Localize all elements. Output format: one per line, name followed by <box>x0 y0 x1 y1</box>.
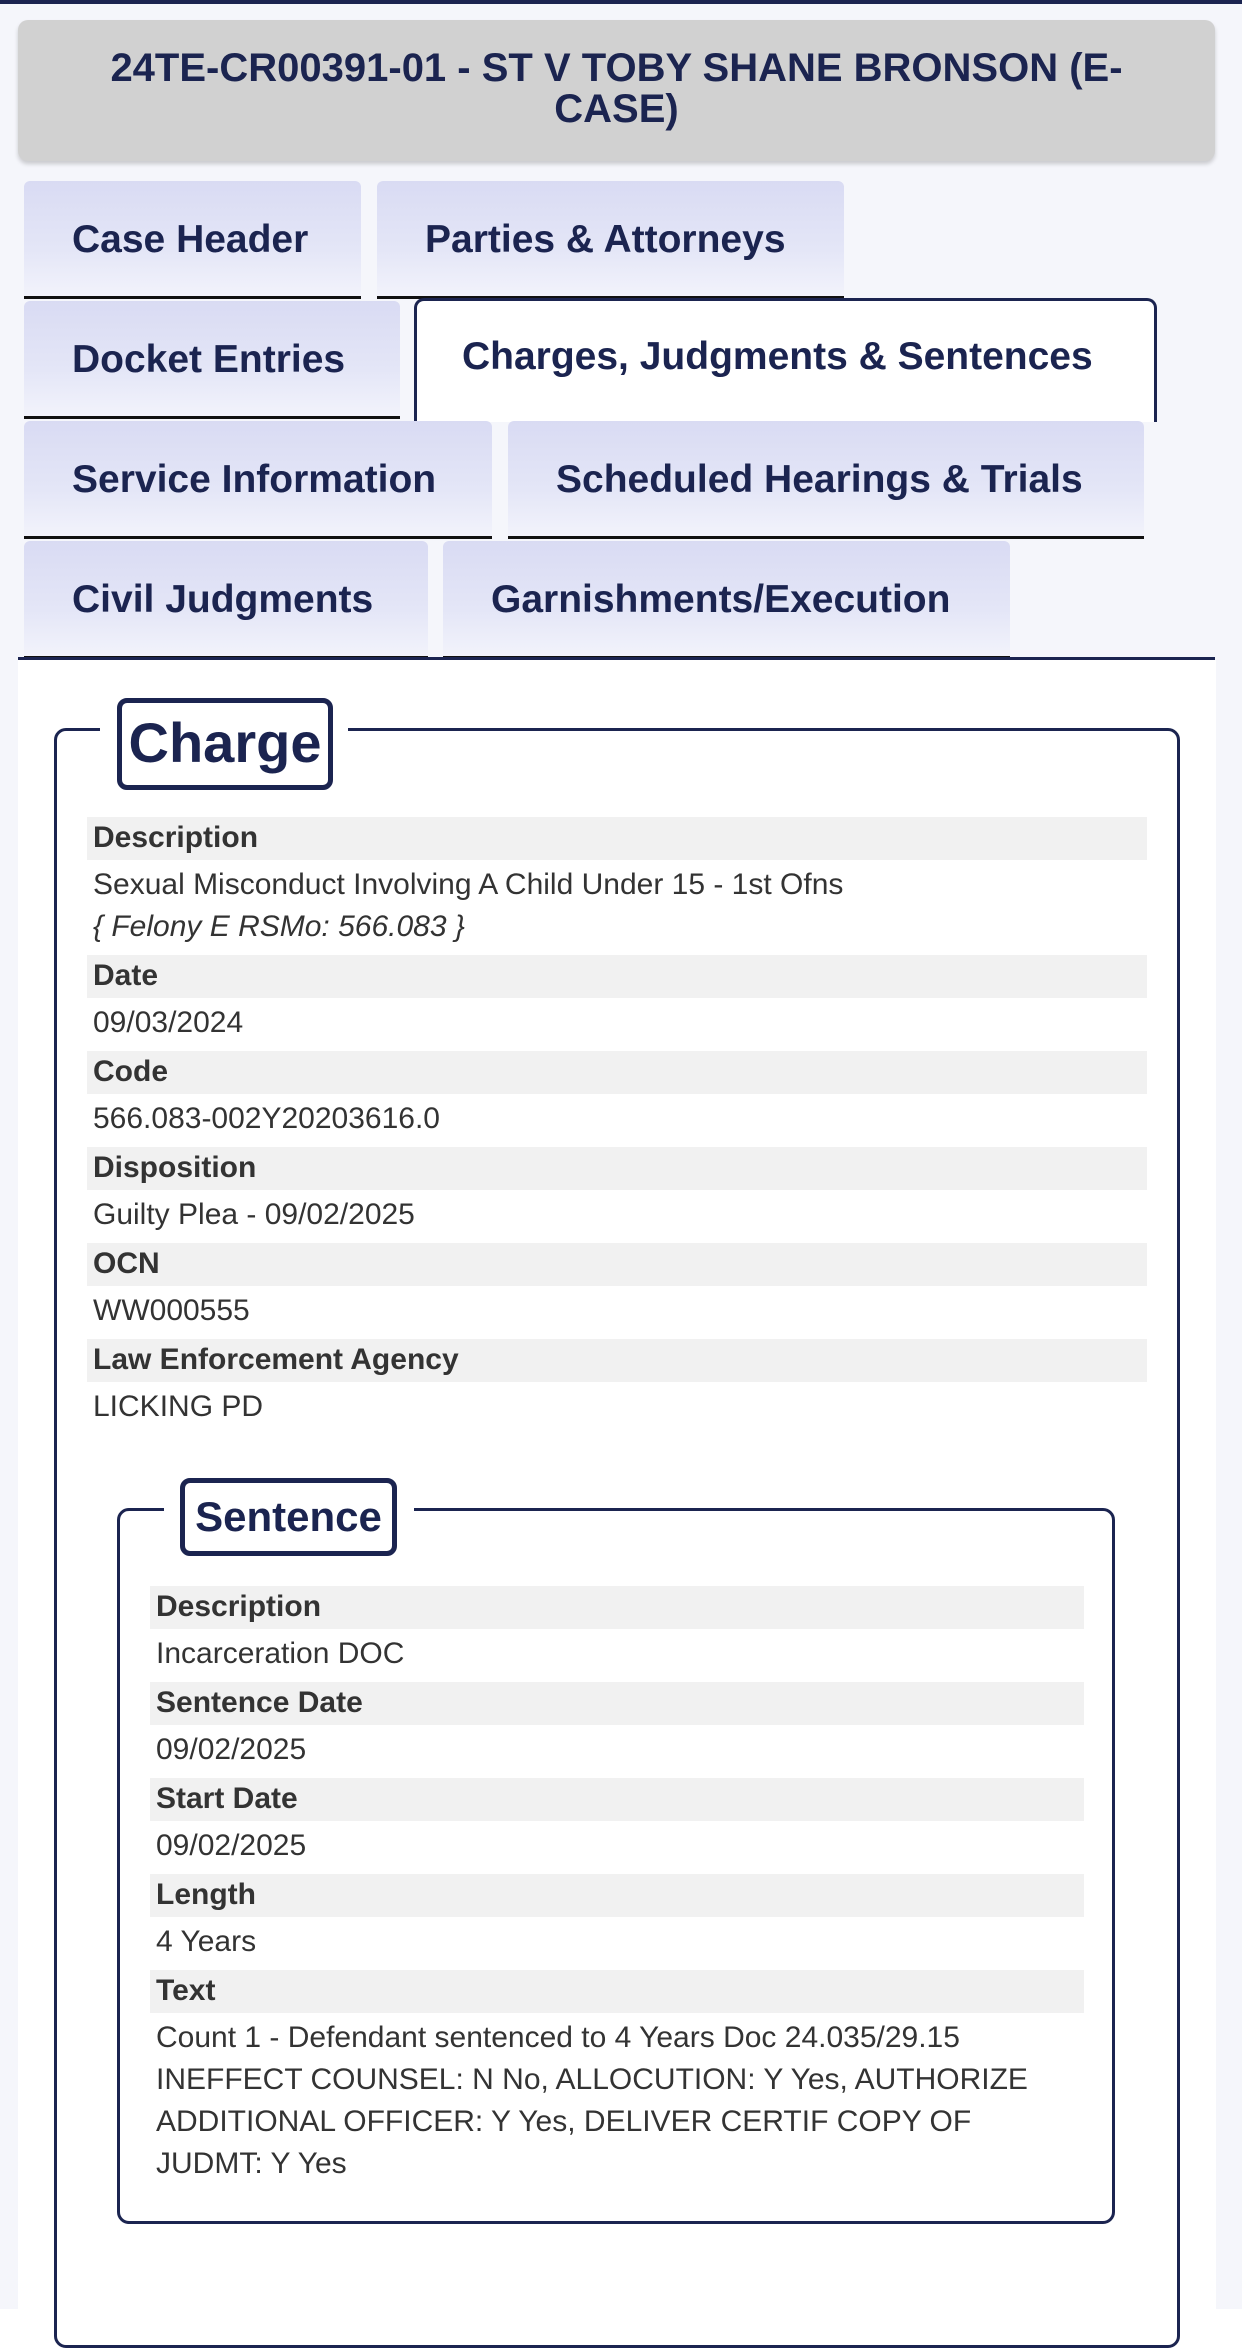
sentence-text-line-1: Count 1 - Defendant sentenced to 4 Years Doc 24.035/29.15 <box>156 2021 960 2054</box>
tab-service-information[interactable]: Service Information <box>24 421 492 539</box>
sentence-start-date-value: 09/02/2025 <box>156 1829 307 1862</box>
tab-docket-entries[interactable]: Docket Entries <box>24 301 400 419</box>
sentence-date-label: Sentence Date <box>150 1682 1084 1725</box>
sentence-length-value: 4 Years <box>156 1925 257 1958</box>
tab-garnishments-execution[interactable]: Garnishments/Execution <box>443 541 1010 659</box>
charge-code-label: Code <box>87 1051 1147 1094</box>
sentence-text-label: Text <box>150 1970 1084 2013</box>
charge-ocn-value: WW000555 <box>93 1294 250 1327</box>
sentence-date-value: 09/02/2025 <box>156 1733 307 1766</box>
sentence-text-line-3: ADDITIONAL OFFICER: Y Yes, DELIVER CERTIF COPY OF <box>156 2105 972 2138</box>
tab-scheduled-hearings-trials[interactable]: Scheduled Hearings & Trials <box>508 421 1144 539</box>
charge-agency-label: Law Enforcement Agency <box>87 1339 1147 1382</box>
charge-description-value: Sexual Misconduct Involving A Child Under 15 - 1st Ofns <box>93 868 844 901</box>
charge-agency-value: LICKING PD <box>93 1390 264 1423</box>
charge-disposition-value: Guilty Plea - 09/02/2025 <box>93 1198 415 1231</box>
tab-charges-judgments-sentences[interactable]: Charges, Judgments & Sentences <box>414 298 1157 422</box>
charge-description-label: Description <box>87 817 1147 860</box>
sentence-length-label: Length <box>150 1874 1084 1917</box>
sentence-description-label: Description <box>150 1586 1084 1629</box>
charge-date-label: Date <box>87 955 1147 998</box>
sentence-start-date-label: Start Date <box>150 1778 1084 1821</box>
sentence-description-value: Incarceration DOC <box>156 1637 405 1670</box>
charge-legend: Charge <box>117 698 333 790</box>
charge-ocn-label: OCN <box>87 1243 1147 1286</box>
tab-civil-judgments[interactable]: Civil Judgments <box>24 541 428 659</box>
charge-disposition-label: Disposition <box>87 1147 1147 1190</box>
charge-description-detail: { Felony E RSMo: 566.083 } <box>93 910 465 943</box>
charge-date-value: 09/03/2024 <box>93 1006 244 1039</box>
sentence-text-line-4: JUDMT: Y Yes <box>156 2147 347 2180</box>
sentence-text-line-2: INEFFECT COUNSEL: N No, ALLOCUTION: Y Yes, AUTHORIZE <box>156 2063 1028 2096</box>
charge-code-value: 566.083-002Y20203616.0 <box>93 1102 440 1135</box>
case-title: 24TE-CR00391-01 - ST V TOBY SHANE BRONSON (E-CASE) <box>18 20 1215 161</box>
sentence-legend: Sentence <box>180 1478 397 1556</box>
tab-case-header[interactable]: Case Header <box>24 181 361 299</box>
tab-parties-attorneys[interactable]: Parties & Attorneys <box>377 181 844 299</box>
tab-panel-border <box>18 657 1215 660</box>
